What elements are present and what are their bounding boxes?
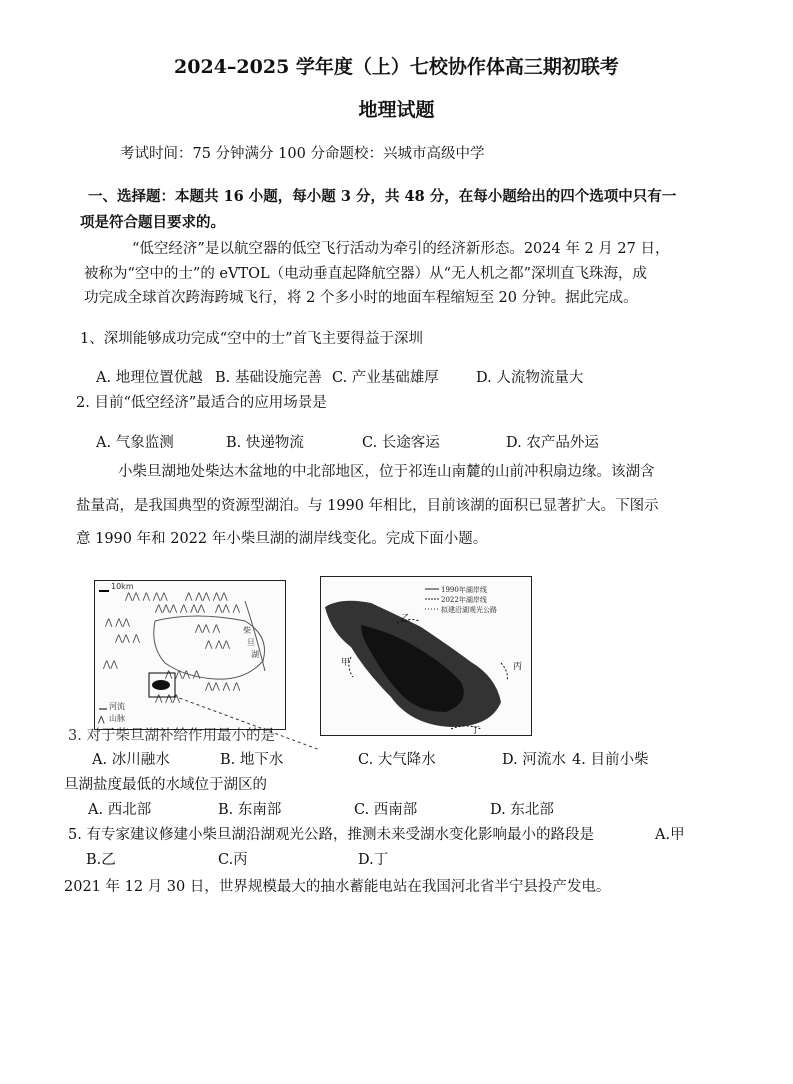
point-bing: 丙: [513, 662, 523, 672]
q1-stem: 1、深圳能够成功完成“空中的士”首飞主要得益于深圳: [80, 331, 424, 347]
point-yi: 乙: [401, 614, 411, 624]
q3-option-c: C. 大气降水: [358, 752, 436, 768]
q3-stem: 3. 对于柴旦湖补给作用最小的是: [68, 728, 275, 744]
section-heading-line2: 项是符合题目要求的。: [80, 214, 225, 231]
legend-mountain: 山脉: [109, 714, 125, 723]
q2-option-a: A. 气象监测: [96, 435, 174, 451]
passage2-line3: 意 1990 年和 2022 年小柴旦湖的湖岸线变化。完成下面小题。: [76, 531, 488, 547]
passage2-line2: 盐量高，是我国典型的资源型湖泊。与 1990 年相比，目前该湖的面积已显著扩大。下图示: [76, 498, 659, 514]
svg-text:⋀ ⋀⋀: ⋀ ⋀⋀: [205, 640, 231, 650]
passage2-line1: 小柴旦湖地处柴达木盆地的中北部地区，位于祁连山南麓的山前冲积扇边缘。该湖含: [118, 464, 655, 480]
q5-option-a: A.甲: [655, 827, 685, 843]
svg-text:⋀ ⋀⋀: ⋀ ⋀⋀: [155, 694, 181, 704]
svg-text:⋀: ⋀: [98, 715, 105, 724]
legend-1990-shoreline: 1990年湖岸线: [441, 586, 487, 594]
lake-label-1: 柴: [243, 626, 251, 635]
q4-option-b: B. 东南部: [218, 802, 282, 818]
svg-text:⋀⋀ ⋀: ⋀⋀ ⋀: [115, 634, 141, 644]
q5-option-c: C.丙: [218, 852, 248, 868]
q2-option-d: D. 农产品外运: [506, 435, 599, 451]
q5-option-d: D.丁: [358, 852, 389, 868]
lake-label-2: 旦: [247, 638, 255, 647]
q2-option-b: B. 快递物流: [226, 435, 304, 451]
scale-label: 10km: [111, 582, 134, 591]
svg-text:⋀⋀ ⋀: ⋀⋀ ⋀: [215, 604, 241, 614]
svg-text:⋀⋀: ⋀⋀: [103, 660, 118, 670]
q2-option-c: C. 长途客运: [362, 435, 440, 451]
q4-stem-part1: 4. 目前小柴: [572, 752, 649, 768]
q3-option-a: A. 冰川融水: [92, 752, 170, 768]
legend-2022-shoreline: 2022年湖岸线: [441, 596, 487, 604]
q3-option-b: B. 地下水: [220, 752, 284, 768]
q4-option-d: D. 东北部: [490, 802, 554, 818]
q1-option-a: A. 地理位置优越: [96, 370, 203, 386]
svg-text:⋀⋀ ⋀ ⋀: ⋀⋀ ⋀ ⋀: [205, 682, 241, 692]
svg-text:⋀ ⋀⋀: ⋀ ⋀⋀: [105, 618, 131, 628]
point-jia: 甲: [341, 658, 351, 668]
svg-text:⋀⋀ ⋀: ⋀⋀ ⋀: [195, 624, 221, 634]
q1-option-c: C. 产业基础雄厚: [332, 370, 439, 386]
q4-option-c: C. 西南部: [354, 802, 418, 818]
passage3: 2021 年 12 月 30 日，世界规模最大的抽水蓄能电站在我国河北省半宁县投产发电。: [64, 879, 611, 895]
q1-option-d: D. 人流物流量大: [476, 370, 584, 386]
q3-option-d: D. 河流水: [502, 752, 566, 768]
lake-shoreline-map: [320, 576, 532, 736]
q5-stem: 5. 有专家建议修建小柴旦湖沿湖观光公路，推测未来受湖水变化影响最小的路段是: [68, 827, 594, 843]
svg-text:⋀⋀ ⋀ ⋀⋀: ⋀⋀ ⋀ ⋀⋀: [125, 592, 168, 602]
svg-text:⋀ ⋀⋀ ⋀⋀: ⋀ ⋀⋀ ⋀⋀: [185, 592, 228, 602]
svg-text:⋀⋀⋀ ⋀ ⋀⋀: ⋀⋀⋀ ⋀ ⋀⋀: [155, 604, 206, 614]
q5-option-b: B.乙: [86, 852, 116, 868]
exam-info: 考试时间：75 分钟满分 100 分命题校：兴城市高级中学: [120, 146, 485, 162]
legend-river: 河流: [109, 702, 125, 711]
svg-text:⋀ ⋀⋀ ⋀: ⋀ ⋀⋀ ⋀: [165, 670, 201, 680]
subject-title: 地理试题: [358, 99, 435, 121]
passage1-line1: “低空经济”是以航空器的低空飞行活动为牵引的经济新形态。2024 年 2 月 27 日，: [132, 241, 670, 257]
passage1-line3: 功完成全球首次跨海跨城飞行，将 2 个多小时的地面车程缩短至 20 分钟。据此完成。: [84, 290, 638, 306]
q4-stem-part2: 旦湖盐度最低的水域位于湖区的: [64, 777, 267, 793]
exam-title: 2024–2025 学年度（上）七校协作体高三期初联考: [174, 56, 619, 78]
q1-option-b: B. 基础设施完善: [215, 370, 322, 386]
q4-option-a: A. 西北部: [88, 802, 152, 818]
map-connector: [170, 660, 330, 760]
section-heading-line1: 一、选择题：本题共 16 小题，每小题 3 分，共 48 分，在每小题给出的四个选项中只有一: [88, 188, 677, 205]
point-ding: 丁: [471, 726, 481, 735]
lake-shoreline-figure: [321, 577, 531, 735]
lake-label-3: 湖: [251, 650, 259, 659]
legend-planned-road: 拟建沿湖观光公路: [441, 606, 497, 614]
q2-stem: 2. 目前“低空经济”最适合的应用场景是: [76, 395, 327, 411]
passage1-line2: 被称为“空中的士”的 eVTOL（电动垂直起降航空器）从“无人机之都”深圳直飞珠海，成: [84, 266, 647, 282]
